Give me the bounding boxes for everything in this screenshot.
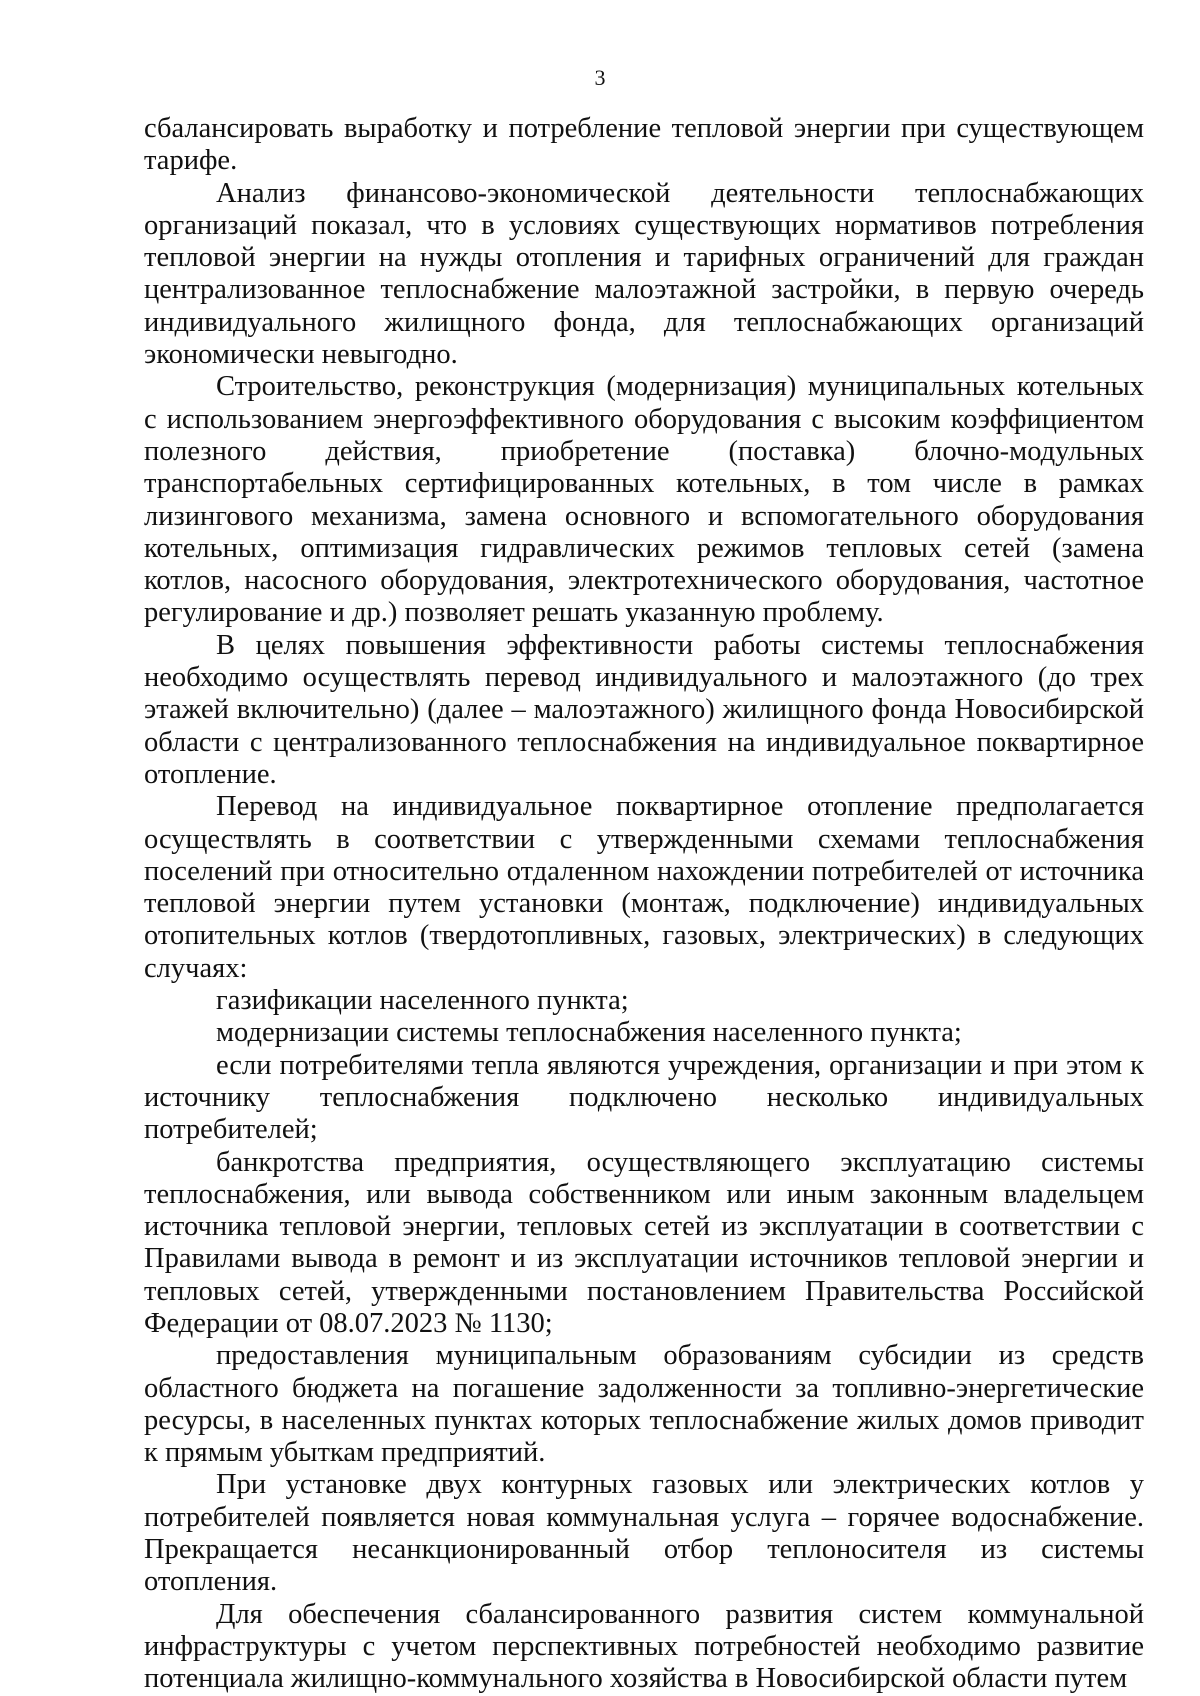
list-item: если потребителями тепла являются учреждения, организации и при этом к источнику теплоснабжения подключено несколько индивидуальных потребителей; [144, 1049, 1144, 1146]
page-number: 3 [594, 65, 606, 90]
paragraph: Строительство, реконструкция (модернизация) муниципальных котельных с использованием энергоэффективного оборудования с высоким коэффициентом полезного действия, приобретение (поставка) блочно-модульных транспортабельных сертифицированных котельных, в том числе в рамках лизингового механизма, замена основного и вспомогательного оборудования котельных, оптимизация гидравлических режимов тепловых сетей (замена котлов, насосного оборудования, электротехнического оборудования, частотное регулирование и др.) позволяет решать указанную проблему. [144, 371, 1144, 629]
paragraph: При установке двух контурных газовых или электрических котлов у потребителей появляется новая коммунальная услуга – горячее водоснабжение. Прекращается несанкционированный отбор теплоносителя из системы отопления. [144, 1469, 1144, 1598]
list-item: газификации населенного пункта; [216, 985, 629, 1017]
paragraph: Перевод на индивидуальное поквартирное отопление предполагается осуществлять в соответствии с утвержденными схемами теплоснабжения поселений при относительно отдаленном нахождении потребителей от источника тепловой энергии путем установки (монтаж, подключение) индивидуальных отопительных котлов (твердотопливных, газовых, электрических) в следующих случаях: [144, 791, 1144, 984]
paragraph: Анализ финансово-экономической деятельности теплоснабжающих организаций показал, что в условиях существующих нормативов потребления тепловой энергии на нужды отопления и тарифных ограничений для граждан централизованное теплоснабжение малоэтажной застройки, в первую очередь индивидуального жилищного фонда, для теплоснабжающих организаций экономически невыгодно. [144, 177, 1144, 371]
list-item: предоставления муниципальным образованиям субсидии из средств областного бюджета на погашение задолженности за топливно-энергетические ресурсы, в населенных пунктах которых теплоснабжение жилых домов приводит к прямым убыткам предприятий. [144, 1340, 1144, 1469]
paragraph: В целях повышения эффективности работы системы теплоснабжения необходимо осуществлять перевод индивидуального и малоэтажного (до трех этажей включительно) (далее – малоэтажного) жилищного фонда Новосибирской области с централизованного теплоснабжения на индивидуальное поквартирное отопление. [144, 629, 1144, 790]
paragraph: сбалансировать выработку и потребление тепловой энергии при существующем тарифе. [144, 113, 1144, 177]
paragraph: Для обеспечения сбалансированного развития систем коммунальной инфраструктуры с учетом перспективных потребностей необходимо развитие потенциала жилищно-коммунального хозяйства в Новосибирской области путем [144, 1598, 1144, 1695]
list-item: модернизации системы теплоснабжения населенного пункта; [216, 1017, 962, 1049]
document-body [144, 113, 1144, 1696]
list-item: банкротства предприятия, осуществляющего эксплуатацию системы теплоснабжения, или вывода собственником или иным законным владельцем источника тепловой энергии, тепловых сетей из эксплуатации в соответствии с Правилами вывода в ремонт и из эксплуатации источников тепловой энергии и тепловых сетей, утвержденными постановлением Правительства Российской Федерации от 08.07.2023 № 1130; [144, 1146, 1144, 1339]
